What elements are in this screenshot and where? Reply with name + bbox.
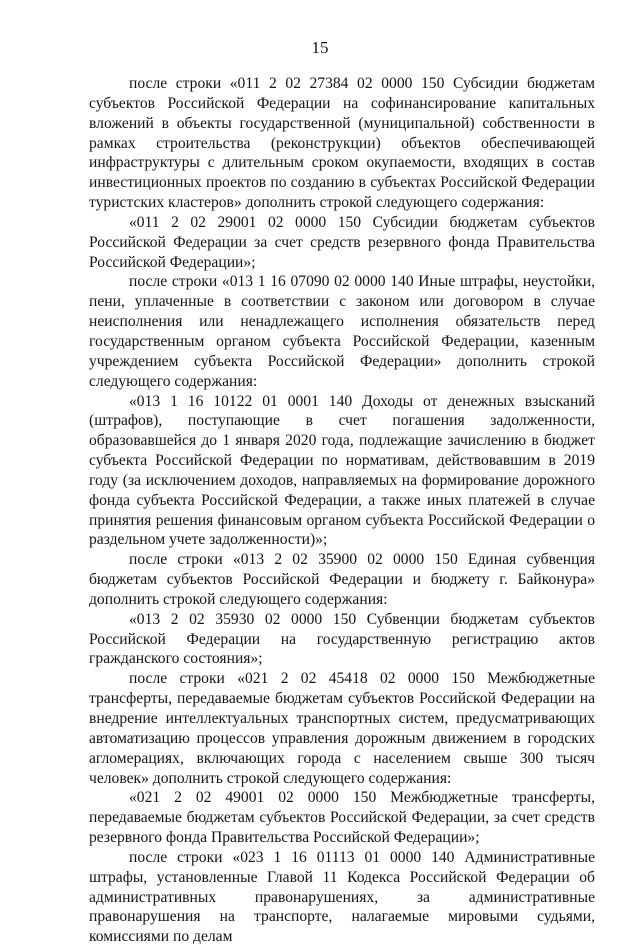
paragraph: «011 2 02 29001 02 0000 150 Субсидии бюджетам субъектов Российской Федерации за счет средств резервного фонда Правительства Российской Федерации»; xyxy=(89,213,595,271)
paragraph: после строки «021 2 02 45418 02 0000 150 Межбюджетные трансферты, передаваемые бюджетам субъектов Российской Федерации на внедрение интеллектуальных транспортных систем, предусматривающих автоматизацию процессов управления дорожным движением в городских агломерациях, включающих города с населением свыше 300 тысяч человек» дополнить строкой следующего содержания: xyxy=(89,670,595,787)
paragraph: после строки «013 1 16 07090 02 0000 140 Иные штрафы, неустойки, пени, уплаченные в соответствии с законом или договором в случае неисполнения или ненадлежащего исполнения обязательств перед государственным органом субъекта Российской Федерации, казенным учреждением субъекта Российской Федерации» дополнить строкой следующего содержания: xyxy=(89,273,595,390)
paragraph: «021 2 02 49001 02 0000 150 Межбюджетные трансферты, передаваемые бюджетам субъектов Российской Федерации, за счет средств резервного фонда Правительства Российской Федерации»; xyxy=(89,789,595,847)
paragraph: после строки «023 1 16 01113 01 0000 140 Административные штрафы, установленные Главой 11 Кодекса Российской Федерации об административных правонарушениях, за административные правонарушения на транспорте, налагаемые мировыми судьями, комиссиями по делам xyxy=(89,848,595,946)
paragraph: «013 2 02 35930 02 0000 150 Субвенции бюджетам субъектов Российской Федерации на государственную регистрацию актов гражданского состояния»; xyxy=(89,610,595,668)
paragraph: после строки «011 2 02 27384 02 0000 150 Субсидии бюджетам субъектов Российской Федерации на софинансирование капитальных вложений в объекты государственной (муниципальной) собственности в рамках строительства (реконструкции) объектов обеспечивающей инфраструктуры с длительным сроком окупаемости, входящих в состав инвестиционных проектов по созданию в субъектах Российской Федерации туристских кластеров» дополнить строкой следующего содержания: xyxy=(89,75,595,212)
paragraph: после строки «013 2 02 35900 02 0000 150 Единая субвенция бюджетам субъектов Российской Федерации и бюджету г. Байконура» дополнить строкой следующего содержания: xyxy=(89,551,595,608)
document-body xyxy=(89,74,595,947)
paragraph: «013 1 16 10122 01 0001 140 Доходы от денежных взысканий (штрафов), поступающие в счет погашения задолженности, образовавшейся до 1 января 2020 года, подлежащие зачислению в бюджет субъекта Российской Федерации по нормативам, действовавшим в 2019 году (за исключением доходов, направляемых на формирование дорожного фонда субъекта Российской Федерации, а также иных платежей в случае принятия решения финансовым органом субъекта Российской Федерации о раздельном учете задолженности)»; xyxy=(89,392,595,549)
page-number: 15 xyxy=(311,38,329,57)
